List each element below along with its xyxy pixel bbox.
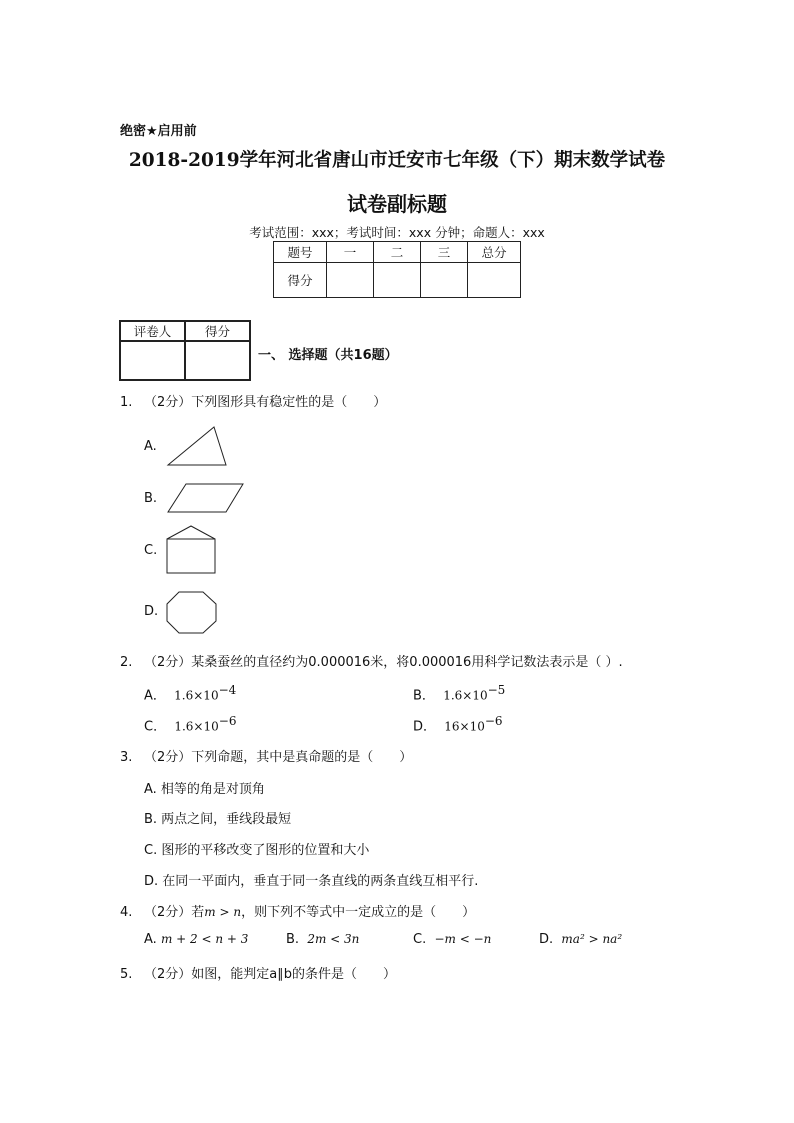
question-number: 3. <box>120 750 133 765</box>
score-cell[interactable] <box>421 263 468 298</box>
question-text: （2分）某桑蚕丝的直径约为0.000016米，将0.000016用科学记数法表示是（ ）. <box>144 655 623 670</box>
question-2 <box>120 651 623 670</box>
option-d[interactable] <box>539 932 622 947</box>
question-text: （2分）下列图形具有稳定性的是（ ） <box>144 395 387 410</box>
option-b-label[interactable]: B. <box>144 491 158 506</box>
score-header-cell: 二 <box>374 242 421 263</box>
score-cell[interactable] <box>468 263 521 298</box>
option-value: 16×10 <box>444 719 485 734</box>
option-expression: −m < −n <box>434 932 492 946</box>
score-cell[interactable] <box>374 263 421 298</box>
option-b[interactable] <box>286 932 359 947</box>
question-5 <box>120 963 396 982</box>
option-d[interactable]: D. 在同一平面内，垂直于同一条直线的两条直线互相平行. <box>144 874 479 889</box>
question-1 <box>120 391 386 410</box>
option-letter: A． <box>144 688 166 704</box>
option-value: 1.6×10 <box>174 688 219 703</box>
option-exponent: −6 <box>484 714 503 728</box>
option-expression: 2m < 3n <box>307 932 360 946</box>
secret-label: 绝密★启用前 <box>120 124 197 139</box>
math-condition: m > n <box>204 905 242 919</box>
question-number: 5. <box>120 967 133 982</box>
option-a[interactable] <box>144 683 236 703</box>
question-text: （2分）下列命题，其中是真命题的是（ ） <box>144 750 413 765</box>
option-value: 1.6×10 <box>443 688 488 703</box>
score-cell[interactable] <box>327 263 374 298</box>
question-number: 2. <box>120 655 133 670</box>
option-d-label[interactable]: D. <box>144 604 159 619</box>
option-exponent: −5 <box>487 683 506 697</box>
exam-title: 2018-2019学年河北省唐山市迁安市七年级（下）期末数学试卷 <box>128 150 666 171</box>
option-expression: ma² > na² <box>561 932 623 946</box>
question-number: 1. <box>120 395 133 410</box>
octagon-shape <box>0 0 1 1</box>
score-header-cell: 总分 <box>468 242 521 263</box>
option-d[interactable] <box>413 714 503 734</box>
grader-header-cell: 评卷人 <box>120 321 185 341</box>
grader-cell[interactable] <box>120 341 185 380</box>
grader-cell[interactable] <box>185 341 250 380</box>
option-a[interactable]: A. 相等的角是对顶角 <box>144 782 265 797</box>
option-a-label[interactable]: A. <box>144 439 157 454</box>
option-c[interactable]: C. 图形的平移改变了图形的位置和大小 <box>144 843 370 858</box>
option-letter: D． <box>413 719 437 735</box>
score-header-cell: 一 <box>327 242 374 263</box>
grader-table <box>119 320 251 381</box>
score-row-label: 得分 <box>274 263 327 298</box>
option-letter: A. <box>144 932 157 947</box>
exam-info: 考试范围：xxx；考试时间：xxx 分钟；命题人：xxx <box>249 225 545 240</box>
score-header-cell: 题号 <box>274 242 327 263</box>
option-b[interactable] <box>413 683 505 703</box>
score-table <box>273 241 521 298</box>
question-text: （2分）若 <box>144 905 205 920</box>
grader-header-cell: 得分 <box>185 321 250 341</box>
question-4 <box>120 901 475 920</box>
option-c[interactable] <box>144 714 236 734</box>
option-value: 1.6×10 <box>174 719 219 734</box>
option-exponent: −4 <box>218 683 237 697</box>
option-letter: B. <box>286 932 300 947</box>
score-header-cell: 三 <box>421 242 468 263</box>
option-c-label[interactable]: C. <box>144 543 158 558</box>
option-b[interactable]: B. 两点之间，垂线段最短 <box>144 812 292 827</box>
question-number: 4. <box>120 905 133 920</box>
option-letter: B． <box>413 688 435 704</box>
option-expression: m + 2 < n + 3 <box>160 932 249 946</box>
option-letter: D. <box>539 932 554 947</box>
option-a[interactable] <box>144 932 248 947</box>
section-title: 一、 选择题（共16题） <box>258 348 398 363</box>
option-c[interactable] <box>413 932 491 947</box>
question-text: （2分）如图，能判定a∥b的条件是（ ） <box>144 967 396 982</box>
exam-subtitle: 试卷副标题 <box>347 192 447 216</box>
option-exponent: −6 <box>218 714 237 728</box>
option-letter: C. <box>413 932 427 947</box>
option-letter: C． <box>144 719 167 735</box>
question-text: ，则下列不等式中一定成立的是（ ） <box>241 905 476 920</box>
question-3 <box>120 746 412 765</box>
